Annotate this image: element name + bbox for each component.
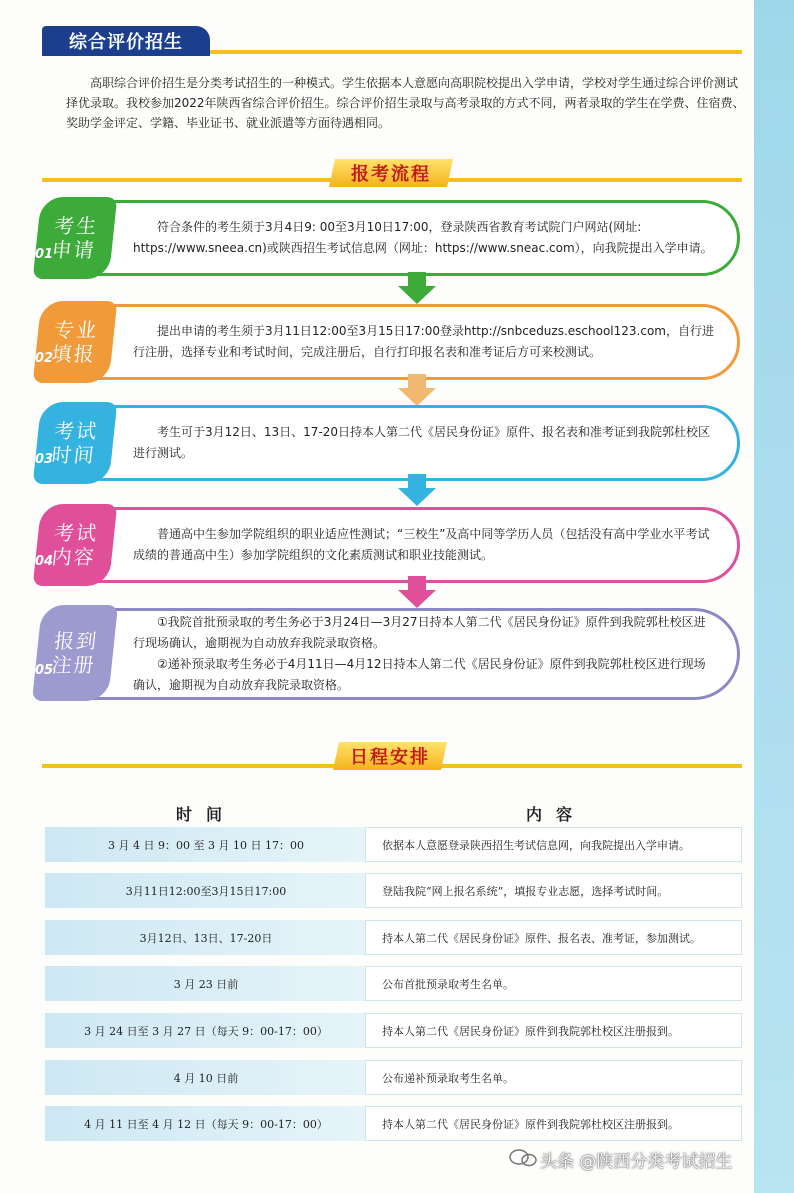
row-content: 依据本人意愿登录陕西招生考试信息网，向我院提出入学申请。	[365, 827, 742, 862]
step-text-4: 普通高中生参加学院组织的职业适应性测试；“三校生”及高中同等学历人员（包括没有高中学业水平考试成绩的普通高中生）参加学院组织的文化素质测试和职业技能测试。	[133, 527, 710, 562]
chat-bubble-icon	[508, 1148, 538, 1168]
table-row	[45, 873, 742, 908]
table-row	[45, 1106, 742, 1141]
step-number-5: 05	[35, 663, 54, 678]
process-banner: 报考流程	[329, 159, 453, 187]
arrow-down-icon	[398, 576, 436, 608]
step-number-4: 04	[35, 554, 54, 569]
table-row	[45, 827, 742, 862]
row-time: 3月11日12:00至3月15日17:00	[45, 873, 367, 908]
section-title-comprehensive: 综合评价招生	[42, 26, 210, 56]
step-number-3: 03	[35, 452, 54, 467]
row-time: 4 月 11 日至 4 月 12 日（每天 9：00-17：00）	[45, 1106, 367, 1141]
row-time: 3 月 24 日至 3 月 27 日（每天 9：00-17：00）	[45, 1013, 367, 1048]
row-content: 持本人第二代《居民身份证》原件到我院郭杜校区注册报到。	[365, 1013, 742, 1048]
row-content: 持本人第二代《居民身份证》原件到我院郭杜校区注册报到。	[365, 1106, 742, 1141]
process-step-2	[35, 304, 740, 380]
row-content: 公布递补预录取考生名单。	[365, 1060, 742, 1095]
schedule-banner: 日程安排	[333, 742, 447, 770]
row-content: 持本人第二代《居民身份证》原件、报名表、准考证，参加测试。	[365, 920, 742, 955]
watermark-text: 头条 @陕西分类考试招生	[540, 1152, 733, 1172]
arrow-down-icon	[398, 272, 436, 304]
step-badge-1: 考生 申请	[33, 197, 118, 279]
intro-paragraph: 高职综合评价招生是分类考试招生的一种模式。学生依据本人意愿向高职院校提出入学申请，学校对学生通过综合评价测试择优录取。我校参加2022年陕西省综合评价招生。综合评价招生录取与高考录取的方式不同，两者录取的学生在学费、住宿费、奖助学金评定、学籍、毕业证书、就业派遣等方面待遇相同。	[66, 76, 745, 130]
side-decor-strip	[754, 0, 794, 1193]
column-header-content: 内容	[526, 805, 587, 824]
process-step-5	[35, 608, 740, 700]
step-badge-3: 考试 时间	[33, 402, 118, 484]
step-badge-4: 考试 内容	[33, 504, 118, 586]
step-number-1: 01	[35, 247, 54, 262]
step-text-2: 提出申请的考生须于3月11日12:00至3月15日17:00登录http://snbceduzs.eschool123.com，自行进行注册，选择专业和考试时间，完成注册后，自行打印报名表和准考证后方可来校测试。	[133, 324, 714, 359]
step-text-5: ①我院首批预录取的考生务必于3月24日—3月27日持本人第二代《居民身份证》原件到我院郭杜校区进行现场确认，逾期视为自动放弃我院录取资格。 ②递补预录取考生务必于4月11日—4月12日持本人第二代《居民身份证》原件到我院郭杜校区进行现场确认，逾期视为自动放弃我院录取资格。	[133, 615, 706, 692]
row-time: 4 月 10 日前	[45, 1060, 367, 1095]
arrow-down-icon	[398, 474, 436, 506]
step-text-1: 符合条件的考生须于3月4日9: 00至3月10日17:00，登录陕西省教育考试院门户网站(网址: https://www.sneea.cn)或陕西招生考试信息网（网址：https://www.sneac.com），向我院提出入学申请。	[133, 220, 713, 255]
arrow-down-icon	[398, 374, 436, 406]
row-time: 3 月 23 日前	[45, 966, 367, 1001]
table-row	[45, 920, 742, 955]
row-content: 公布首批预录取考生名单。	[365, 966, 742, 1001]
step-badge-5: 报到 注册	[32, 605, 118, 701]
table-row	[45, 966, 742, 1001]
process-step-1	[35, 200, 740, 276]
column-header-time: 时间	[176, 805, 237, 824]
row-content: 登陆我院“网上报名系统”，填报专业志愿，选择考试时间。	[365, 873, 742, 908]
process-step-3	[35, 405, 740, 481]
process-step-4	[35, 507, 740, 583]
table-row	[45, 1013, 742, 1048]
step-text-3: 考生可于3月12日、13日、17-20日持本人第二代《居民身份证》原件、报名表和准考证到我院郭杜校区进行测试。	[133, 425, 711, 460]
row-time: 3月12日、13日、17-20日	[45, 920, 367, 955]
row-time: 3 月 4 日 9：00 至 3 月 10 日 17：00	[45, 827, 367, 862]
step-badge-2: 专业 填报	[33, 301, 118, 383]
step-number-2: 02	[35, 351, 54, 366]
table-row	[45, 1060, 742, 1095]
